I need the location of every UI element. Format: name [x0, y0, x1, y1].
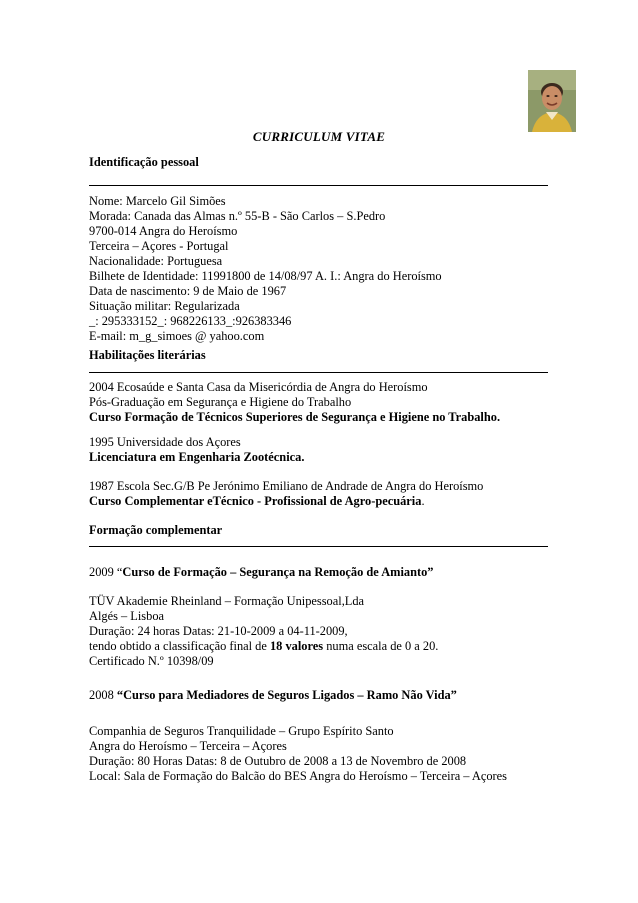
course-location-line: Algés – Lisboa [89, 609, 165, 623]
course-year: 2009 [89, 565, 117, 579]
address-line: Morada: Canada das Almas n.º 55-B - São Carlos – S.Pedro [89, 209, 386, 223]
title-text: CURRICULUM VITAE [252, 129, 386, 144]
course-2009-details [89, 594, 529, 669]
section-heading-formacao: Formação complementar [89, 523, 223, 537]
education-entry-1995 [89, 435, 529, 465]
nationality-line: Nacionalidade: Portuguesa [89, 254, 223, 268]
grade-value: 18 valores [269, 639, 324, 653]
course-title-line [89, 565, 529, 580]
email-line: E-mail: m_g_simoes @ yahoo.com [89, 329, 265, 343]
id-card-line: Bilhete de Identidade: 11991800 de 14/08/97 A. I.: Angra do Heroísmo [89, 269, 442, 283]
section-heading-identificacao: Identificação pessoal [89, 155, 199, 169]
course-title-line [89, 688, 529, 703]
course-open-quote: “ [116, 565, 123, 579]
course-grade-line [89, 639, 529, 654]
education-entry-2004 [89, 380, 529, 425]
entry-course-bold: Curso Formação de Técnicos Superiores de Segurança e Higiene no Trabalho. [89, 410, 501, 424]
course-name: Curso de Formação – Segurança na Remoção de Amianto” [122, 565, 434, 579]
course-provider-line: TÜV Akademie Rheinland – Formação Unipessoal,Lda [89, 594, 365, 608]
phone-line: _: 295333152_: 968226133_:926383346 [89, 314, 292, 328]
entry-line: 1995 Universidade dos Açores [89, 435, 241, 449]
section-divider [89, 546, 548, 547]
section-heading-habilitacoes: Habilitações literárias [89, 348, 206, 362]
course-2009-title [89, 565, 529, 580]
course-duration-line: Duração: 24 horas Datas: 21-10-2009 a 04-11-2009, [89, 624, 348, 638]
entry-line: Pós-Graduação em Segurança e Higiene do Trabalho [89, 395, 352, 409]
page-title [0, 129, 638, 144]
course-provider-line: Companhia de Seguros Tranquilidade – Grupo Espírito Santo [89, 724, 394, 738]
identification-details [89, 194, 529, 344]
education-entry-1987 [89, 479, 529, 509]
name-line: Nome: Marcelo Gil Simões [89, 194, 226, 208]
entry-course-line [89, 494, 529, 509]
course-name: “Curso para Mediadores de Seguros Ligados – Ramo Não Vida” [116, 688, 457, 702]
grade-pre: tendo obtido a classificação final de [89, 639, 270, 653]
entry-course-tail: . [421, 494, 425, 508]
entry-course-bold: Curso Complementar eTécnico - Profissional de Agro-pecuária [89, 494, 422, 508]
profile-photo [528, 70, 576, 132]
course-2008-title [89, 688, 529, 703]
entry-line: 1987 Escola Sec.G/B Pe Jerónimo Emiliano de Andrade de Angra do Heroísmo [89, 479, 484, 493]
entry-course-bold: Licenciatura em Engenharia Zootécnica. [89, 450, 305, 464]
grade-post: numa escala de 0 a 20. [323, 639, 439, 653]
birthdate-line: Data de nascimento: 9 de Maio de 1967 [89, 284, 287, 298]
course-venue-line: Local: Sala de Formação do Balcão do BES Angra do Heroísmo – Terceira – Açores [89, 769, 508, 783]
course-certificate-line: Certificado N.º 10398/09 [89, 654, 214, 668]
region-line: Terceira – Açores - Portugal [89, 239, 229, 253]
course-2008-details [89, 724, 529, 784]
section-divider [89, 185, 548, 186]
entry-line: 2004 Ecosaúde e Santa Casa da Misericórdia de Angra do Heroísmo [89, 380, 428, 394]
section-divider [89, 372, 548, 373]
military-line: Situação militar: Regularizada [89, 299, 240, 313]
postal-line: 9700-014 Angra do Heroísmo [89, 224, 238, 238]
course-duration-line: Duração: 80 Horas Datas: 8 de Outubro de 2008 a 13 de Novembro de 2008 [89, 754, 467, 768]
course-location-line: Angra do Heroísmo – Terceira – Açores [89, 739, 287, 753]
course-year: 2008 [89, 688, 117, 702]
